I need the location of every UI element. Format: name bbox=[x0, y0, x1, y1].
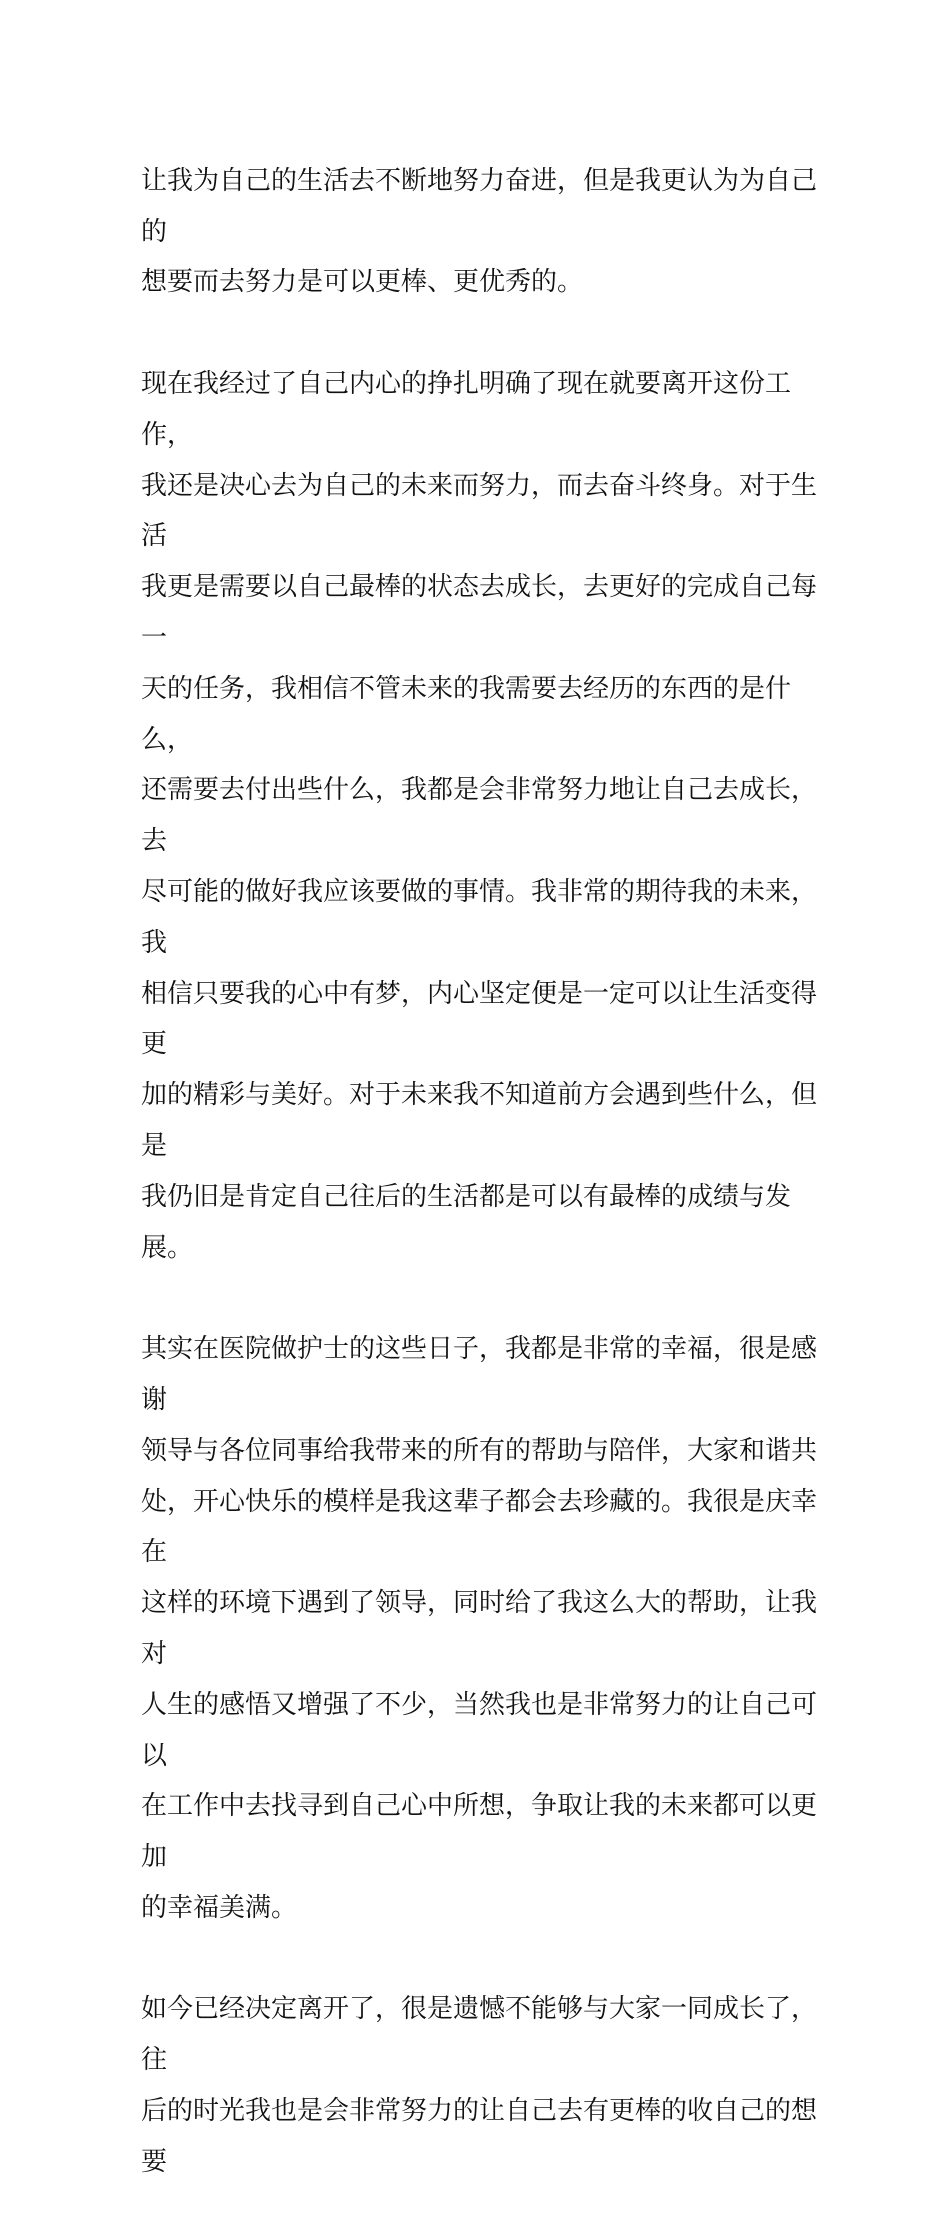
paragraph-1: 让我为自己的生活去不断地努力奋进，但是我更认为为自己的 想要而去努力是可以更棒、更优秀的。 bbox=[141, 165, 818, 298]
paragraph-3: 其实在医院做护士的这些日子，我都是非常的幸福，很是感谢 领导与各位同事给我带来的所有的帮助与陪伴，大家和谐共 处，开心快乐的模样是我这辈子都会去珍藏的。我很是庆幸在 这样的环境下遇到了领导，同时给了我这么大的帮助，让我对 人生的感悟又增强了不少，当然我也是非常努力的让自己可以 在工作中去找寻到自己心中所想，争取让我的未来都可以更加 的幸福美满。 bbox=[141, 1334, 818, 1923]
paragraph-4: 如今已经决定离开了，很是遗憾不能够与大家一同成长了，往 后的时光我也是会非常努力的让自己去有更棒的收自己的想要 bbox=[141, 1994, 818, 2177]
document-body bbox=[141, 105, 821, 2238]
paragraph-2: 现在我经过了自己内心的挣扎明确了现在就要离开这份工作， 我还是决心去为自己的未来而努力，而去奋斗终身。对于生活 我更是需要以自己最棒的状态去成长，去更好的完成自己每一 天的任务，我相信不管未来的我需要去经历的东西的是什么， 还需要去付出些什么，我都是会非常努力地让自己去成长，去 尽可能的做好我应该要做的事情。我非常的期待我的未来，我 相信只要我的心中有梦，内心坚定便是一定可以让生活变得更 加的精彩与美好。对于未来我不知道前方会遇到些什么，但是 我仍旧是肯定自己往后的生活都是可以有最棒的成绩与发展。 bbox=[141, 368, 818, 1263]
